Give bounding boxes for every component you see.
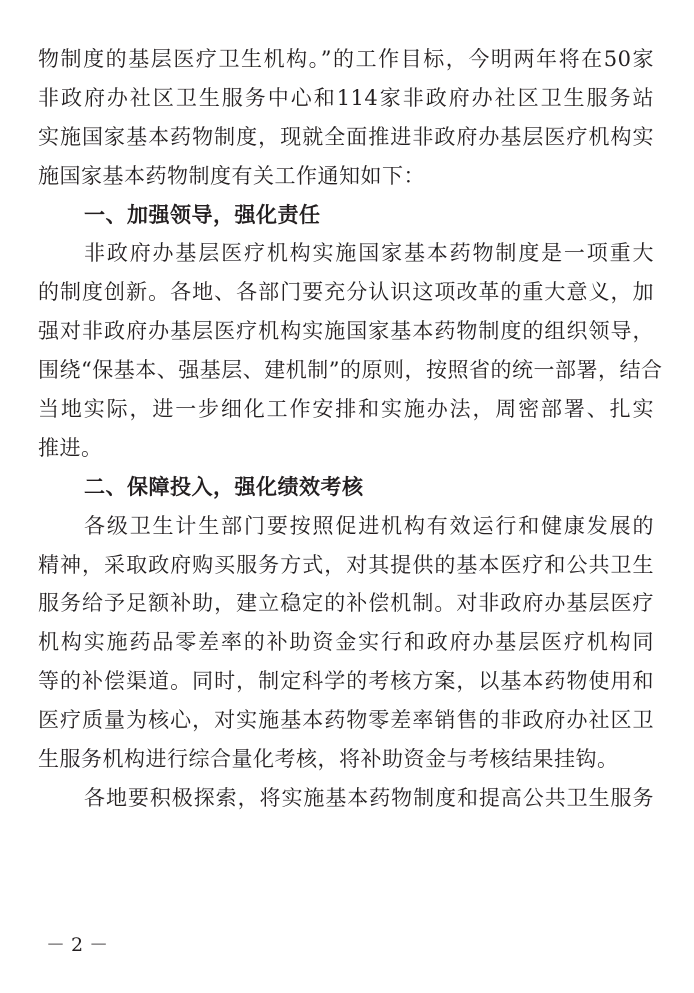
document-body: [38, 40, 663, 818]
body-text-line: 精神，采取政府购买服务方式，对其提供的基本医疗和公共卫生: [38, 552, 654, 577]
body-text-line: 推进。: [38, 435, 103, 460]
body-text-line: 围绕“保基本、强基层、建机制”的原则，按照省的统一部署，结合: [38, 358, 663, 383]
page-number: － 2 －: [46, 934, 109, 956]
section-heading-2: 二、保障投入，强化绩效考核: [84, 474, 364, 499]
body-text-line: 强对非政府办基层医疗机构实施国家基本药物制度的组织领导，: [38, 319, 654, 344]
body-text-line: 服务给予足额补助，建立稳定的补偿机制。对非政府办基层医疗: [38, 591, 654, 616]
body-text-line: 医疗质量为核心，对实施基本药物零差率销售的非政府办社区卫: [38, 708, 654, 733]
body-text-line: 各地要积极探索，将实施基本药物制度和提高公共卫生服务: [84, 785, 654, 810]
section-heading-1: 一、加强领导，强化责任: [84, 202, 321, 227]
body-text-line: 物制度的基层医疗卫生机构。”的工作目标，今明两年将在50家: [38, 47, 654, 71]
body-text-line: 生服务机构进行综合量化考核，将补助资金与考核结果挂钩。: [38, 747, 619, 772]
body-text-line: 施国家基本药物制度有关工作通知如下：: [38, 163, 425, 188]
body-text-line: 非政府办基层医疗机构实施国家基本药物制度是一项重大: [84, 241, 654, 266]
body-text-line: 等的补偿渠道。同时，制定科学的考核方案，以基本药物使用和: [38, 669, 654, 694]
body-text-line: 机构实施药品零差率的补助资金实行和政府办基层医疗机构同: [38, 630, 654, 655]
body-text-line: 各级卫生计生部门要按照促进机构有效运行和健康发展的: [84, 513, 654, 538]
body-text-line: 实施国家基本药物制度，现就全面推进非政府办基层医疗机构实: [38, 124, 654, 149]
body-text-line: 非政府办社区卫生服务中心和114家非政府办社区卫生服务站: [38, 85, 654, 110]
body-text-line: 当地实际，进一步细化工作安排和实施办法，周密部署、扎实: [38, 397, 654, 422]
body-text-line: 的制度创新。各地、各部门要充分认识这项改革的重大意义，加: [38, 280, 654, 305]
